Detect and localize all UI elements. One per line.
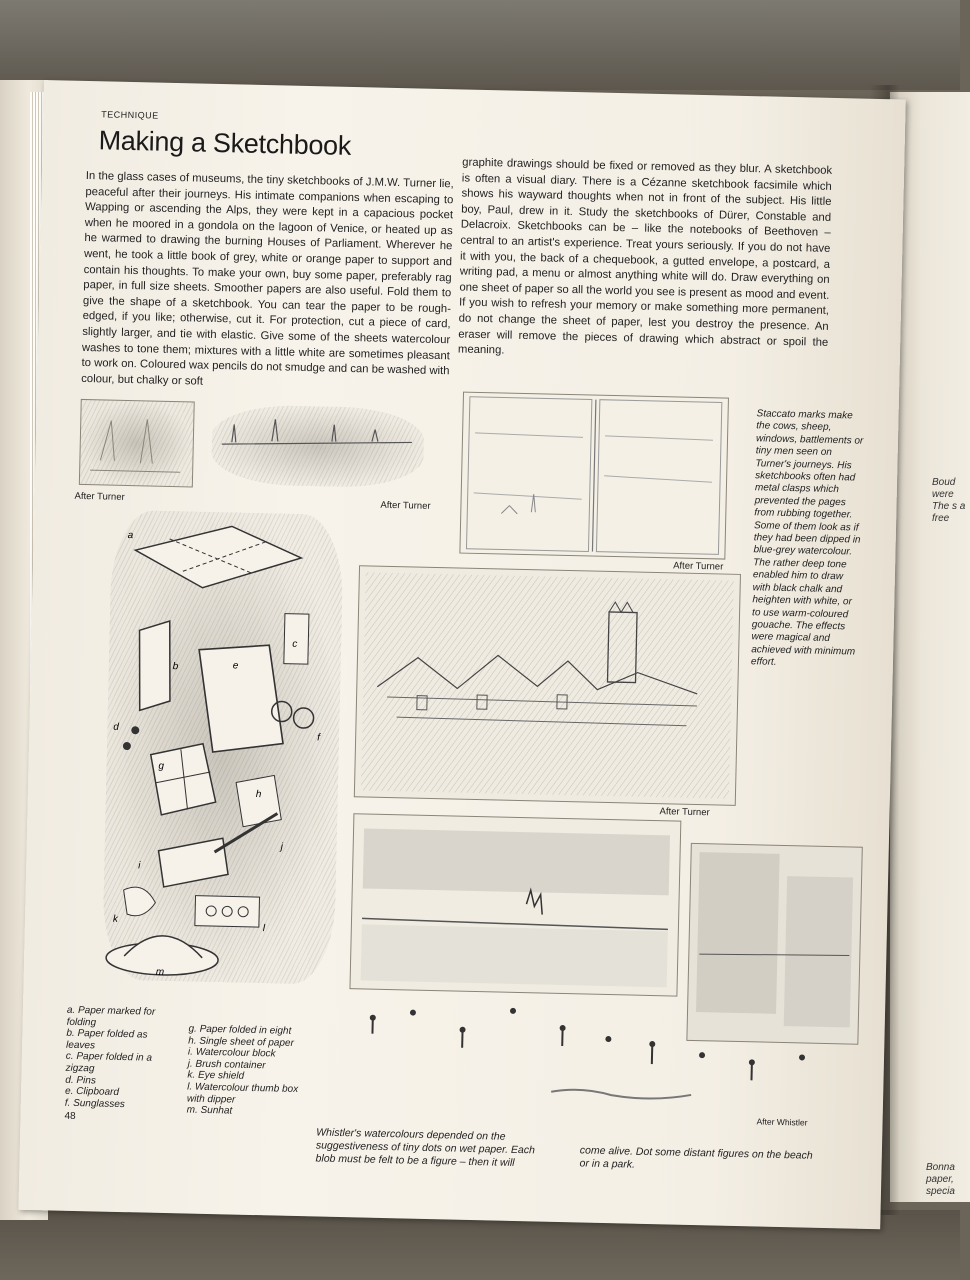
facing-page-caption-1: Boud were The s a free bbox=[932, 477, 966, 524]
whistler-caption-part-1: Whistler's watercolours depended on the suggestiveness of tiny dots on wet paper. Each blob must be felt to be a figure – then it will bbox=[315, 1126, 536, 1169]
legend-item-m: m. Sunhat bbox=[186, 1104, 233, 1117]
legend-item-d: d. Pins bbox=[65, 1074, 97, 1086]
turner-sketch-small bbox=[79, 399, 195, 488]
harbour-lines bbox=[211, 404, 425, 489]
item-letter-k: k bbox=[112, 913, 119, 925]
open-sketchbook-lines bbox=[460, 393, 728, 559]
legend-item-a: a. Paper marked for folding bbox=[66, 1004, 156, 1029]
legend-item-i: i. Watercolour block bbox=[187, 1046, 276, 1060]
item-letter-j: j bbox=[280, 841, 284, 853]
body-column-1: In the glass cases of museums, the tiny sketchbooks of J.M.W. Turner lie, peaceful after their journeys. His intimate companions when escaping to Wapping or ascending the Alps, they were kept in a capacious pocket when he moored in a gondola on the lagoon of Venice, or heated up as he warmed to drawing the burning Houses of Parliament. Wherever he went, he took a little book of grey, white or orange paper to support and contain his thoughts. To make your own, buy some paper, preferably rag paper, in full size sheets. Smoother papers are also useful. Fold them to give the shape of a sketchbook. You can tear the paper to be rough-edged, if you like; otherwise, cut it. For protection, cut a piece of card, slightly larger, and tie with elastic. Give some of the sheets watercolour washes to tone them; mixtures with a little white are sometimes pleasant to work on. Coloured wax pencils do not smudge and can be washed with colour, but chalky or soft bbox=[81, 169, 454, 388]
background-surface-top bbox=[0, 0, 960, 90]
page-title: Making a Sketchbook bbox=[98, 125, 352, 161]
seascape-lines bbox=[350, 814, 680, 995]
turner-town-drawing bbox=[354, 565, 741, 806]
side-note-turner: Staccato marks make the cows, sheep, windows, battlements or tiny men seen on Turner's journeys. His sketchbooks often had metal clasps which prevented the pages from rubbing together. Some of them look as if they had been dipped in blue-grey watercolour. The rather deep tone enabled him to draw with black chalk and heighten with white, or to use warm-coloured gouache. The effects were magical and achieved with minimum effort. bbox=[750, 408, 864, 668]
caption-after-turner-3: After Turner bbox=[673, 560, 724, 573]
legend-items-g-m bbox=[187, 1024, 315, 1120]
item-letter-b: b bbox=[172, 661, 179, 673]
materials-drawing bbox=[102, 510, 345, 985]
legend-item-f: f. Sunglasses bbox=[64, 1097, 125, 1110]
item-letter-a: a bbox=[127, 530, 134, 542]
book-page bbox=[18, 80, 905, 1229]
item-letter-m: m bbox=[155, 966, 165, 978]
legend-item-l: l. Watercolour thumb box with dipper bbox=[186, 1081, 299, 1106]
turner-sketch-lines bbox=[80, 400, 194, 487]
town-drawing-lines bbox=[355, 566, 740, 805]
turner-open-sketchbook bbox=[459, 392, 729, 560]
sketchbook-materials-illustration bbox=[102, 510, 345, 985]
legend-items-a-f bbox=[65, 1005, 177, 1112]
turner-sketch-harbour bbox=[211, 404, 425, 489]
page-number: 48 bbox=[64, 1110, 76, 1122]
item-letter-l: l bbox=[262, 923, 266, 935]
item-letter-i: i bbox=[138, 860, 141, 872]
item-letter-c: c bbox=[292, 638, 298, 650]
body-column-2: graphite drawings should be fixed or removed as they blur. A sketchbook is often a visual diary. There is a Cézanne sketchbook facsimile which shows his wayward thoughts when not in front of the subject. His little boy, Paul, drew in it. Study the sketchbooks of Dürer, Constable and Delacroix. Sketchbooks can be – like the notebooks of Beethoven – central to an artist's experience. Treat yours seriously. If you do not have it with you, the back of a chequebook, a gutted envelope, a postcard, a writing pad, a menu or almost anything white will do. Draw everything on one sheet of paper so all the world you see is present as mood and event. If you wish to refresh your memory or make something more permanent, do not change the sheet of paper, lest you destroy the presence. An eraser will remove the pieces of drawing which abstract or spoil the meaning. bbox=[457, 156, 833, 357]
item-letter-e: e bbox=[232, 660, 239, 672]
whistler-figures-dots bbox=[351, 997, 833, 1118]
caption-after-turner-4: After Turner bbox=[659, 806, 710, 819]
caption-after-turner-1: After Turner bbox=[74, 490, 125, 503]
section-kicker: TECHNIQUE bbox=[101, 109, 159, 121]
legend-item-k: k. Eye shield bbox=[187, 1069, 245, 1083]
legend-item-j: j. Brush container bbox=[187, 1058, 266, 1072]
item-letter-d: d bbox=[113, 721, 120, 733]
item-letter-g: g bbox=[158, 760, 165, 772]
item-letter-h: h bbox=[255, 788, 262, 801]
caption-after-whistler: After Whistler bbox=[756, 1116, 808, 1128]
legend-item-c: c. Paper folded in a zigzag bbox=[65, 1051, 153, 1075]
legend-item-g: g. Paper folded in eight bbox=[188, 1023, 292, 1037]
legend-item-h: h. Single sheet of paper bbox=[188, 1035, 294, 1049]
facing-page-caption-2: Bonna paper, specia bbox=[926, 1162, 955, 1197]
whistler-seascape bbox=[349, 813, 681, 996]
legend-item-b: b. Paper folded as leaves bbox=[65, 1027, 148, 1052]
item-letter-f: f bbox=[317, 732, 321, 744]
legend-item-e: e. Clipboard bbox=[64, 1085, 120, 1099]
whistler-caption-part-2: come alive. Dot some distant figures on the beach or in a park. bbox=[579, 1144, 813, 1171]
caption-after-turner-2: After Turner bbox=[380, 499, 431, 512]
